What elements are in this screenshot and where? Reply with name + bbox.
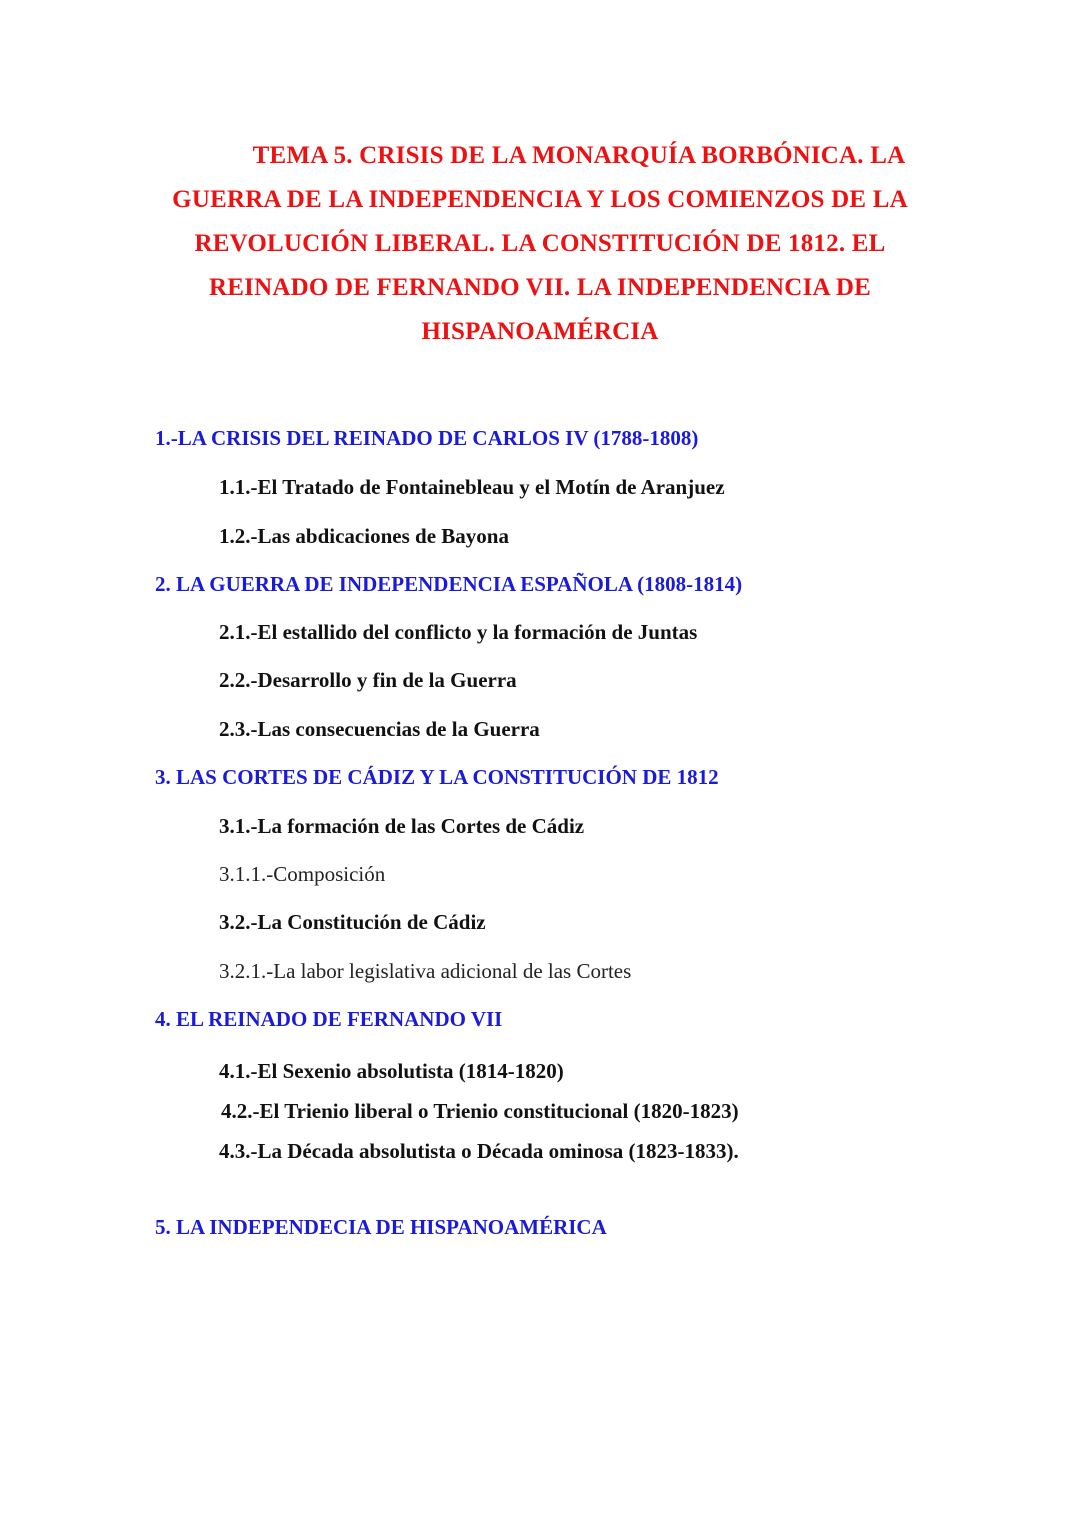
subsection-heading-1-1: 1.1.-El Tratado de Fontainebleau y el Motín de Aranjuez [219,475,725,499]
subsubsection-heading-3-1-1: 3.1.1.-Composición [219,862,386,886]
subsection-heading-2-1: 2.1.-El estallido del conflicto y la formación de Juntas [219,620,698,644]
subsection-heading-2-3: 2.3.-Las consecuencias de la Guerra [219,717,540,741]
document-title [150,134,930,354]
title-line: GUERRA DE LA INDEPENDENCIA Y LOS COMIENZOS DE LA [172,186,908,213]
subsection-heading-3-1: 3.1.-La formación de las Cortes de Cádiz [219,814,585,838]
section-heading-3: 3. LAS CORTES DE CÁDIZ Y LA CONSTITUCIÓN DE 1812 [155,765,719,789]
subsection-heading-3-2: 3.2.-La Constitución de Cádiz [219,910,486,934]
title-line: HISPANOAMÉRCIA [421,318,659,345]
subsection-heading-4-1: 4.1.-El Sexenio absolutista (1814-1820) [219,1059,564,1083]
title-line: TEMA 5. CRISIS DE LA MONARQUÍA BORBÓNICA. LA [252,142,906,169]
subsection-heading-1-2: 1.2.-Las abdicaciones de Bayona [219,524,509,548]
title-line: REINADO DE FERNANDO VII. LA INDEPENDENCIA DE [209,274,871,301]
title-line: REVOLUCIÓN LIBERAL. LA CONSTITUCIÓN DE 1812. EL [194,230,886,257]
subsection-heading-4-2: 4.2.-El Trienio liberal o Trienio constitucional (1820-1823) [221,1099,739,1123]
section-heading-1: 1.-LA CRISIS DEL REINADO DE CARLOS IV (1788-1808) [155,426,699,450]
section-heading-5: 5. LA INDEPENDECIA DE HISPANOAMÉRICA [155,1215,607,1239]
subsection-heading-2-2: 2.2.-Desarrollo y fin de la Guerra [219,668,517,692]
section-heading-2: 2. LA GUERRA DE INDEPENDENCIA ESPAÑOLA (1808-1814) [155,572,743,596]
section-heading-4: 4. EL REINADO DE FERNANDO VII [155,1007,503,1031]
subsubsection-heading-3-2-1: 3.2.1.-La labor legislativa adicional de las Cortes [219,959,632,983]
subsection-heading-4-3: 4.3.-La Década absolutista o Década ominosa (1823-1833). [219,1139,739,1163]
